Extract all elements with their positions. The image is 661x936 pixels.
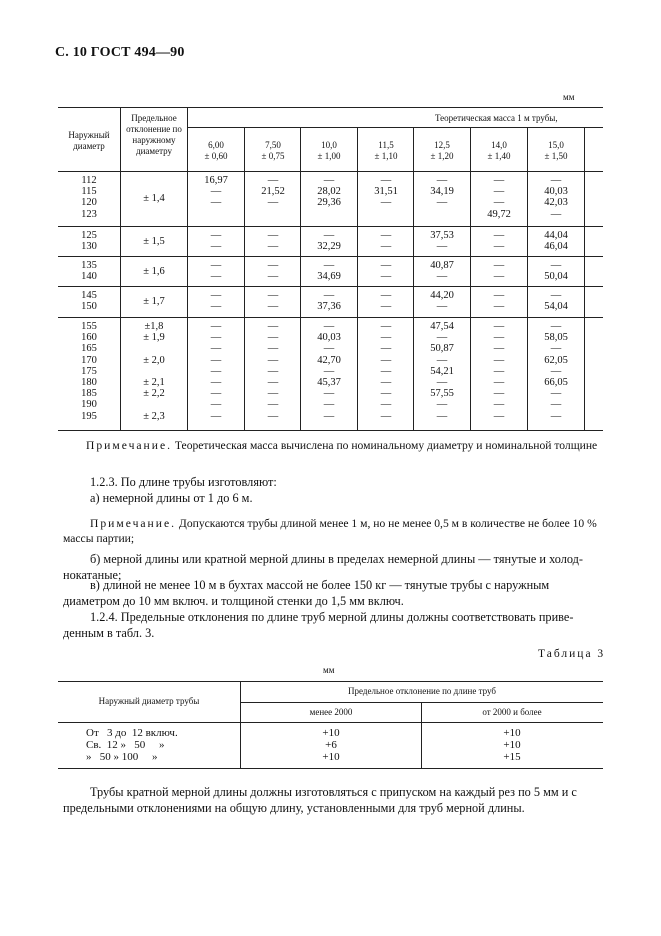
tolerance-cell: ± 1,6 xyxy=(143,266,165,277)
table3-diameter-cell: От 3 до 12 включ. xyxy=(86,727,178,739)
mass-cell: — — xyxy=(493,260,505,283)
mass-cell: 44,04 46,04 xyxy=(544,230,568,253)
diameter-cell: 135 140 xyxy=(81,260,97,283)
col-header-mass: Теоретическая масса 1 м трубы, xyxy=(435,113,558,123)
table-rule-group xyxy=(58,256,603,257)
mass-cell: — — xyxy=(267,260,279,283)
thickness-header: 10,0 xyxy=(321,140,337,150)
diameter-cell: 112 115 120 123 xyxy=(81,175,97,220)
mass-cell: 44,20 — xyxy=(430,290,454,313)
mass-cell: — 40,03 42,03 — xyxy=(544,175,568,220)
mass-cell: — — xyxy=(493,290,505,313)
tolerance-cell: ± 1,5 xyxy=(143,236,165,247)
note-text: Теоретическая масса вычислена по номинальному диаметру и номинальной толщине xyxy=(174,439,598,452)
para-1-2-4-line2: денным в табл. 3. xyxy=(63,626,155,640)
para-a: а) немерной длины от 1 до 6 м. xyxy=(90,491,253,505)
para-v-line2: диаметром до 10 мм включ. и толщиной стенки до 1,5 мм включ. xyxy=(63,594,404,608)
table-rule-group xyxy=(58,286,603,287)
table3-value-ge2000: +10 xyxy=(503,727,521,739)
table3-rule-top xyxy=(58,681,603,682)
para-1-2-4-line1: 1.2.4. Предельные отклонения по длине труб мерной длины должны соответствовать приве- xyxy=(90,610,574,624)
thickness-header: 11,5 xyxy=(378,140,394,150)
mass-cell: — — xyxy=(380,290,392,313)
table3-group-header: Предельное отклонение по длине труб xyxy=(348,686,496,696)
table3-rule-header-bottom xyxy=(58,722,603,723)
table-col-rule xyxy=(584,127,585,430)
length-note-line2: массы партии; xyxy=(63,532,135,545)
thickness-tolerance-header: ± 1,20 xyxy=(430,151,454,161)
table3-value-lt2000: +10 xyxy=(322,727,340,739)
table3-value-ge2000: +15 xyxy=(503,751,521,763)
table3-diameter-cell: Св. 12 » 50 » xyxy=(86,739,165,751)
mass-cell: — 34,69 xyxy=(317,260,341,283)
col-header-diameter: Наружный диаметр xyxy=(68,130,110,151)
table3-diameter-cell: » 50 » 100 » xyxy=(86,751,158,763)
para-b-line2: нокатаные; xyxy=(63,568,122,582)
tolerance-cell: ±1,8 ± 1,9 ± 2,0 ± 2,1 ± 2,2 ± 2,3 xyxy=(143,321,165,422)
diameter-cell: 125 130 xyxy=(81,230,97,253)
final-para-line1: Трубы кратной мерной длины должны изготовляться с припуском на каждый рез по 5 мм и с xyxy=(90,785,577,799)
table-unit: мм xyxy=(563,92,575,102)
para-v-line1: в) длиной не менее 10 м в бухтах массой не более 150 кг — тянутые трубы с наружным xyxy=(90,578,550,592)
para-1-2-3: 1.2.3. По длине трубы изготовляют: xyxy=(90,475,277,489)
table3-value-lt2000: +10 xyxy=(322,751,340,763)
length-note-line1: Допускаются трубы длиной менее 1 м, но не менее 0,5 м в количестве не более 10 % xyxy=(178,517,597,530)
thickness-tolerance-header: ± 0,75 xyxy=(261,151,285,161)
table3-col-rule xyxy=(240,681,241,768)
diameter-cell: 145 150 xyxy=(81,290,97,313)
thickness-header: 15,0 xyxy=(548,140,564,150)
thickness-header: 12,5 xyxy=(434,140,450,150)
mass-cell: — 50,04 xyxy=(544,260,568,283)
table-note xyxy=(86,438,597,453)
col-header-tolerance: Предельное отклонение по наружному диаметру xyxy=(126,113,182,156)
mass-cell: — 31,51 — xyxy=(374,175,398,209)
table3-col-header-diameter: Наружный диаметр трубы xyxy=(98,696,200,706)
mass-cell: — — xyxy=(210,230,222,253)
table3-rule-bottom xyxy=(58,768,603,769)
table-rule-header-mid xyxy=(187,127,603,128)
mass-cell: — — — — — — — — — xyxy=(267,321,279,422)
table-rule-group xyxy=(58,317,603,318)
thickness-tolerance-header: ± 1,10 xyxy=(374,151,398,161)
table3-sub-header-lt2000: менее 2000 xyxy=(309,707,353,717)
mass-cell: 47,54 — 50,87 — 54,21 — 57,55 — — xyxy=(430,321,454,422)
mass-cell: — — xyxy=(267,230,279,253)
table3-value-lt2000: +6 xyxy=(325,739,337,751)
table3-col-rule xyxy=(421,702,422,768)
mass-cell: — — xyxy=(380,260,392,283)
mass-cell: — — xyxy=(380,230,392,253)
table-rule-header-bottom xyxy=(58,171,603,172)
tolerance-cell: ± 1,4 xyxy=(143,193,165,204)
mass-cell: — — — — — — — — — xyxy=(380,321,392,422)
thickness-header: 14,0 xyxy=(491,140,507,150)
table3-title: Таблица 3 xyxy=(538,648,606,660)
mass-cell: — 28,02 29,36 xyxy=(317,175,341,209)
thickness-tolerance-header: ± 1,00 xyxy=(317,151,341,161)
thickness-header: 6,00 xyxy=(208,140,224,150)
mass-cell: — 40,03 — 42,70 — 45,37 — — — xyxy=(317,321,341,422)
table-rule-top xyxy=(58,107,603,108)
mass-cell: — — xyxy=(493,230,505,253)
mass-cell: — — xyxy=(210,290,222,313)
mass-cell: — 37,36 xyxy=(317,290,341,313)
table3-value-ge2000: +10 xyxy=(503,739,521,751)
mass-cell: — 32,29 xyxy=(317,230,341,253)
length-note xyxy=(90,516,597,531)
note-label: Примечание. xyxy=(86,439,172,452)
mass-cell: — 54,04 xyxy=(544,290,568,313)
para-b-line1: б) мерной длины или кратной мерной длины в пределах немерной длины — тянутые и холод- xyxy=(90,552,584,566)
final-para-line2: предельными отклонениями на общую длину, установленными для труб мерной длины. xyxy=(63,801,525,815)
page-header: С. 10 ГОСТ 494—90 xyxy=(55,45,185,60)
thickness-header: 7,50 xyxy=(265,140,281,150)
table3-sub-header-ge2000: от 2000 и более xyxy=(482,707,542,717)
tolerance-cell: ± 1,7 xyxy=(143,296,165,307)
mass-cell: — — — — — — — — — xyxy=(493,321,505,422)
mass-cell: — 34,19 — xyxy=(430,175,454,209)
mass-cell: — — xyxy=(267,290,279,313)
mass-cell: 40,87 — xyxy=(430,260,454,283)
mass-cell: 37,53 — xyxy=(430,230,454,253)
table-rule-group xyxy=(58,226,603,227)
thickness-tolerance-header: ± 1,40 xyxy=(487,151,511,161)
mass-cell: — — — 49,72 xyxy=(487,175,511,220)
thickness-tolerance-header: ± 0,60 xyxy=(204,151,228,161)
thickness-tolerance-header: ± 1,50 xyxy=(544,151,568,161)
table-rule-bottom xyxy=(58,430,603,431)
mass-cell: — — — — — — — — — xyxy=(210,321,222,422)
mass-cell: — — xyxy=(210,260,222,283)
table-col-rule xyxy=(120,107,121,430)
length-note-label: Примечание. xyxy=(90,517,176,530)
mass-cell: — 58,05 — 62,05 — 66,05 — — — xyxy=(544,321,568,422)
diameter-cell: 155 160 165 170 175 180 185 190 195 xyxy=(81,321,97,422)
table3-unit: мм xyxy=(323,665,335,675)
mass-cell: — 21,52 — xyxy=(261,175,285,209)
mass-cell: 16,97 — — xyxy=(204,175,228,209)
